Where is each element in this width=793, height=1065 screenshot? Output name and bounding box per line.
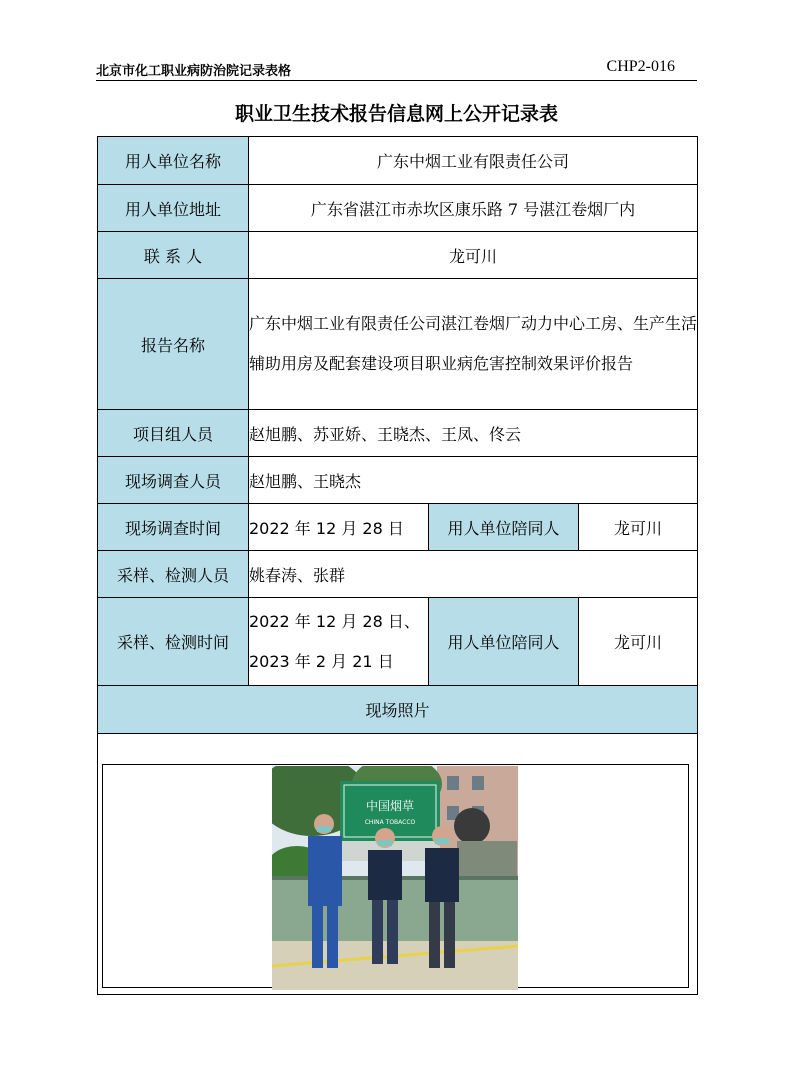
- row-survey-time: [98, 504, 698, 551]
- row-employer-name: [98, 137, 698, 185]
- row-report-name: [98, 279, 698, 410]
- employer-name-label: 用人单位名称: [98, 137, 249, 185]
- row-photos-heading: [98, 686, 698, 734]
- row-project-team: [98, 410, 698, 457]
- project-team-value: 赵旭鹏、苏亚娇、王晓杰、王凤、佟云: [249, 410, 698, 457]
- photos-heading: 现场照片: [98, 686, 698, 734]
- form-code: CHP2-016: [606, 58, 675, 75]
- report-name-value: 广东中烟工业有限责任公司湛江卷烟厂动力中心工房、生产生活辅助用房及配套建设项目职业病危害控制效果评价报告: [249, 279, 698, 410]
- contact-value: 龙可川: [249, 232, 698, 279]
- sign-text: 中国烟草: [365, 799, 415, 813]
- survey-time-label: 现场调查时间: [98, 504, 249, 551]
- row-photos: [98, 734, 698, 995]
- sampling-time-label: 采样、检测时间: [98, 598, 249, 686]
- photo-frame: [102, 764, 689, 988]
- survey-staff-value: 赵旭鹏、王晓杰: [249, 457, 698, 504]
- sampling-time-line1: 2022 年 12 月 28 日、: [249, 611, 420, 631]
- header-divider: [96, 80, 697, 81]
- site-photo: [272, 766, 518, 990]
- employer-name-value: 广东中烟工业有限责任公司: [249, 137, 698, 185]
- row-sampling-time: [98, 598, 698, 686]
- survey-companion-label: 用人单位陪同人: [429, 504, 579, 551]
- employer-address-value: 广东省湛江市赤坎区康乐路 7 号湛江卷烟厂内: [249, 185, 698, 232]
- record-table: [97, 136, 698, 995]
- sampling-staff-label: 采样、检测人员: [98, 551, 249, 598]
- sampling-time-line2: 2023 年 2 月 21 日: [249, 651, 394, 671]
- row-survey-staff: [98, 457, 698, 504]
- contact-label: 联 系 人: [98, 232, 249, 279]
- report-name-label: 报告名称: [98, 279, 249, 410]
- project-team-label: 项目组人员: [98, 410, 249, 457]
- row-sampling-staff: [98, 551, 698, 598]
- sampling-companion-value: 龙可川: [579, 598, 698, 686]
- sign-subtext: CHINA TOBACCO: [364, 819, 416, 826]
- photo-cell: [98, 734, 698, 995]
- row-employer-address: [98, 185, 698, 232]
- employer-address-label: 用人单位地址: [98, 185, 249, 232]
- sampling-companion-label: 用人单位陪同人: [429, 598, 579, 686]
- row-contact: [98, 232, 698, 279]
- survey-staff-label: 现场调查人员: [98, 457, 249, 504]
- sampling-staff-value: 姚春涛、张群: [249, 551, 698, 598]
- site-photo-illustration: [272, 766, 518, 990]
- survey-time-value: 2022 年 12 月 28 日: [249, 504, 429, 551]
- document-title: 职业卫生技术报告信息网上公开记录表: [234, 103, 558, 125]
- survey-companion-value: 龙可川: [579, 504, 698, 551]
- sampling-time-value: [249, 598, 429, 686]
- form-org-name: 北京市化工职业病防治院记录表格: [96, 64, 292, 79]
